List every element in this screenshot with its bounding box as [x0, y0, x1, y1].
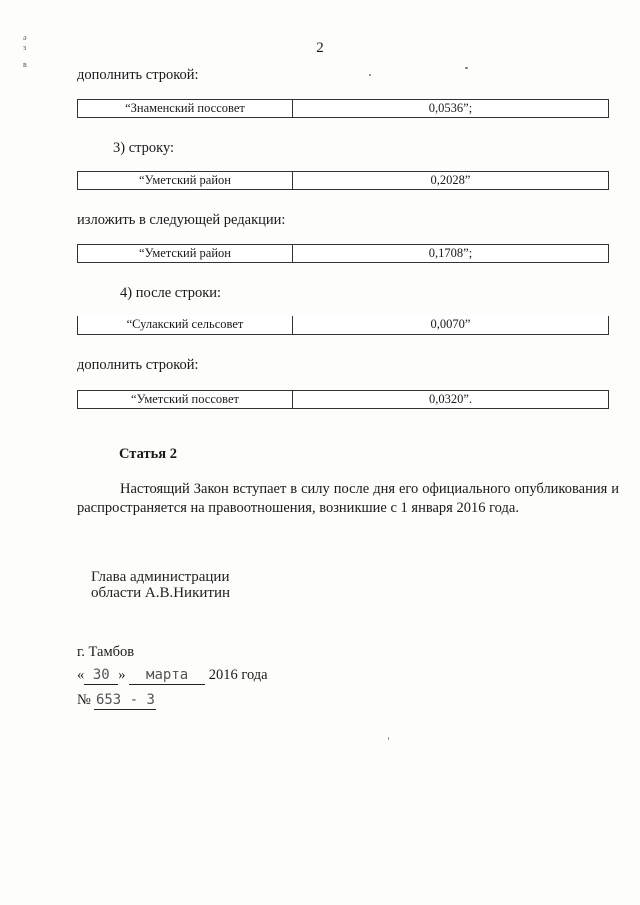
margin-mark: з	[23, 43, 27, 52]
table-row	[77, 390, 609, 409]
row-name: “Уметский поссовет	[78, 391, 293, 408]
row-value: 0,0320”.	[428, 392, 473, 406]
item-4-label: 4) после строки:	[120, 285, 222, 301]
margin-mark: в	[23, 60, 27, 69]
article-heading: Статья 2	[119, 446, 177, 462]
item-3-label: 3) строку:	[113, 140, 175, 156]
signature-name: области А.В.Никитин	[91, 585, 231, 601]
date-close-quote: »	[118, 667, 126, 683]
scan-speck	[465, 67, 468, 69]
table-row	[77, 316, 609, 335]
row-value: 0,1708”;	[428, 246, 473, 260]
date-open-quote: «	[77, 667, 85, 683]
scan-speck	[369, 74, 371, 76]
scan-speck	[388, 737, 389, 740]
table-row	[77, 171, 609, 190]
instruction-add-row: дополнить строкой:	[77, 357, 199, 373]
number-sign: №	[77, 692, 91, 708]
law-number	[77, 691, 156, 710]
number-value: 653 - З	[95, 692, 155, 708]
row-name: “Сулакский сельсовет	[78, 316, 293, 334]
row-name: “Уметский район	[78, 245, 293, 262]
row-value: 0,2028”	[430, 173, 471, 187]
margin-mark: ǝ	[23, 33, 27, 42]
date-day: 30	[84, 666, 118, 685]
place-of-signing: г. Тамбов	[77, 644, 135, 660]
row-name: “Знаменский поссовет	[78, 100, 293, 117]
instruction-add-row: дополнить строкой:	[77, 67, 199, 83]
table-row	[77, 244, 609, 263]
row-value: 0,0070”	[293, 316, 609, 334]
date-year: 2016 года	[208, 667, 268, 683]
instruction-restate: изложить в следующей редакции:	[77, 212, 286, 228]
article-body: Настоящий Закон вступает в силу после дня его официального опубликования и распространяется на правоотношения, возникшие с 1 января 2016 года.	[77, 481, 619, 516]
row-value: 0,0536”;	[428, 101, 473, 115]
row-name: “Уметский район	[78, 172, 293, 189]
signing-date	[77, 666, 268, 685]
signature-title: Глава администрации	[91, 569, 230, 585]
page-number: 2	[316, 40, 324, 56]
table-row	[77, 99, 609, 118]
date-month: марта	[129, 666, 205, 685]
